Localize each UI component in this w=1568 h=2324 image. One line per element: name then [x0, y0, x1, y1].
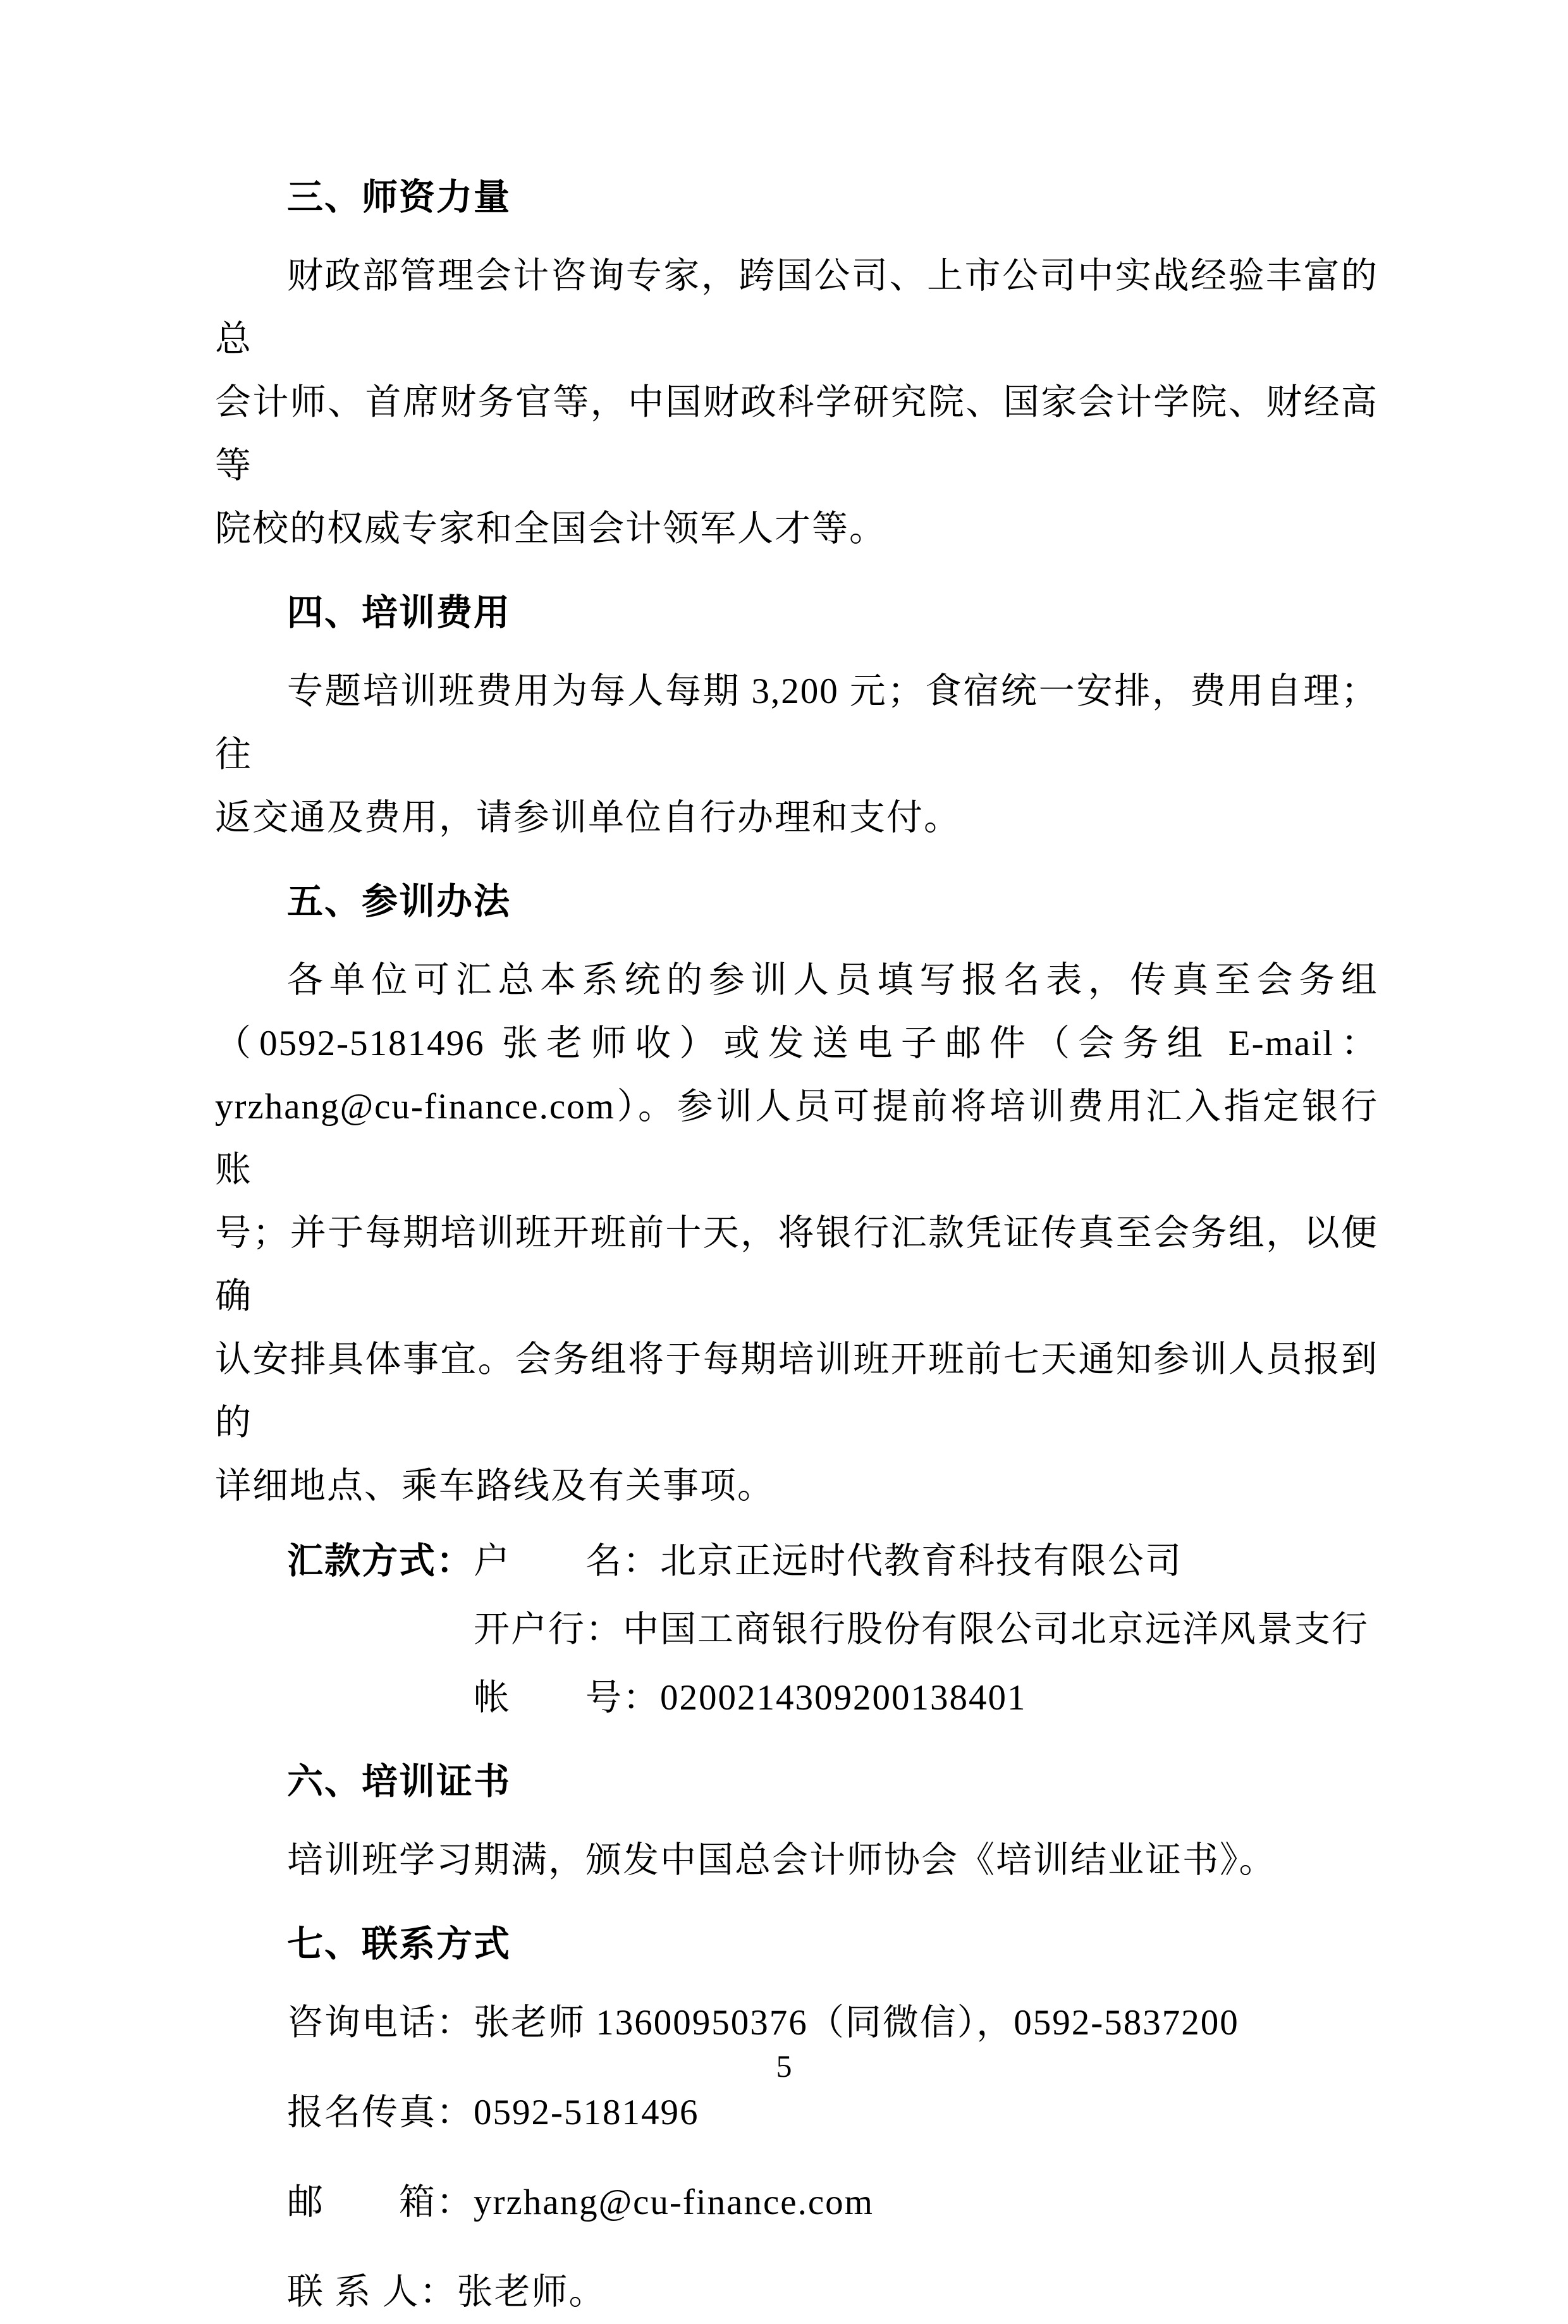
remittance-line-account-no: [215, 1667, 1378, 1730]
paragraph-registration: [215, 949, 1378, 1518]
paragraph-faculty: [215, 245, 1378, 561]
paragraph-line: （0592-5181496 张老师收）或发送电子邮件（会务组 E-mail：: [215, 1024, 1378, 1063]
document-body: [215, 166, 1378, 2324]
contact-line-email: 邮 箱：yrzhang@cu-finance.com: [287, 2182, 874, 2222]
paragraph-line: 院校的权威专家和全国会计领军人才等。: [215, 509, 886, 549]
paragraph-line: 培训班学习期满，颁发中国总会计师协会《培训结业证书》。: [287, 1840, 1277, 1880]
paragraph-line: 专题培训班费用为每人每期 3,200 元；食宿统一安排，费用自理；往: [215, 671, 1378, 774]
paragraph-fees: [215, 660, 1378, 850]
paragraph-line: 财政部管理会计咨询专家，跨国公司、上市公司中实战经验丰富的总: [215, 256, 1378, 359]
remittance-line-bank: [215, 1598, 1378, 1661]
paragraph-line: 各单位可汇总本系统的参训人员填写报名表，传真至会务组: [287, 960, 1378, 1000]
account-no-value: 0200214309200138401: [660, 1678, 1027, 1718]
paragraph-line: 会计师、首席财务官等，中国财政科学研究院、国家会计学院、财经高等: [215, 382, 1378, 486]
account-no-key: 帐 号：: [474, 1678, 660, 1718]
paragraph-certificate: [215, 1829, 1378, 1892]
bank-value: 中国工商银行股份有限公司北京远洋风景支行: [623, 1610, 1369, 1649]
contact-line-phone: 咨询电话：张老师 13600950376（同微信），0592-5837200: [287, 2003, 1239, 2043]
remittance-block: [215, 1529, 1378, 1730]
paragraph-line: 号；并于每期培训班开班前十天，将银行汇款凭证传真至会务组，以便确: [215, 1213, 1378, 1316]
bank-key: 开户行：: [474, 1610, 623, 1649]
account-name-value: 北京正远时代教育科技有限公司: [660, 1541, 1182, 1581]
section-heading-certificate: 六、培训证书: [287, 1761, 511, 1802]
remittance-line-account-name: [215, 1529, 1378, 1593]
account-name-key: 户 名：: [474, 1541, 660, 1581]
paragraph-line: 返交通及费用，请参训单位自行办理和支付。: [215, 798, 961, 838]
contact-line-fax: 报名传真：0592-5181496: [287, 2093, 699, 2132]
contact-line-person: 联 系 人：张老师。: [287, 2272, 606, 2312]
paragraph-line: yrzhang@cu-finance.com）。参训人员可提前将培训费用汇入指定银行账: [215, 1087, 1378, 1190]
section-heading-faculty: 三、师资力量: [287, 177, 511, 217]
section-heading-contact: 七、联系方式: [287, 1924, 511, 1964]
remittance-label: 汇款方式：: [287, 1541, 474, 1581]
section-heading-fees: 四、培训费用: [287, 592, 511, 633]
paragraph-line: 详细地点、乘车路线及有关事项。: [215, 1466, 775, 1506]
paragraph-line: 认安排具体事宜。会务组将于每期培训班开班前七天通知参训人员报到的: [215, 1340, 1378, 1443]
section-heading-registration: 五、参训办法: [287, 881, 511, 922]
page-number: 5: [776, 2048, 792, 2084]
